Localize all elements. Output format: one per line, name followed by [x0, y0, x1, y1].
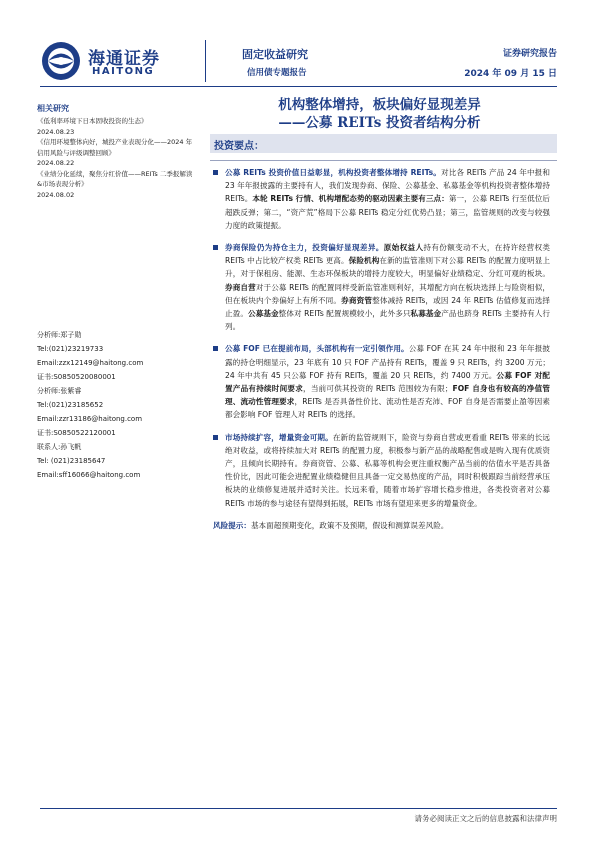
body-text: 整体减持 REITs，或因 24 年 REITs 估值修复而选择止盈。: [225, 295, 550, 319]
bullet-icon: [213, 435, 218, 440]
related-item[interactable]: [37, 169, 197, 201]
related-date: 2024.08.02: [37, 190, 75, 199]
analyst-line: 分析师:郑子勋: [37, 331, 82, 339]
key-points-label: 投资要点：: [214, 141, 264, 152]
analyst-line: 证书:S0850520080001: [37, 373, 116, 381]
analyst-line: 分析师:张紫睿: [37, 387, 82, 395]
analyst-line: 证书:S0850522120001: [37, 429, 116, 437]
analyst-line: Tel:(021)23185652: [37, 401, 104, 409]
related-title: 《业绩分化延续，聚焦分红价值——REITs 二季报解读&市场表现分析》: [37, 169, 193, 188]
report-title: 机构整体增持，板块偏好显现差异: [278, 97, 481, 113]
body-text: ，当前可供其投资的 REITs 范围较为有限；: [303, 384, 453, 394]
analyst-line: Tel: (021)23185647: [37, 457, 106, 465]
related-title: 《低利率环境下日本固收投资的生态》: [37, 117, 148, 125]
emphasis-text: 公募 REITs 投资价值日益彰显，机构投资者整体增持 REITs。: [225, 168, 442, 177]
body-text: 持有份额变动不大，在持许经营权类 REITs 中占比较产权类 REITs 更高。: [225, 243, 551, 266]
logo-cn-text: 海通证券: [88, 49, 160, 69]
footer-rule: [40, 808, 557, 809]
related-date: 2024.08.23: [37, 127, 75, 136]
report-subtitle: ——公募 REITs 投资者结构分析: [278, 115, 481, 131]
analyst-contacts: [37, 328, 197, 482]
emphasis-text: 公募 FOF 已在提前布局，头部机构有一定引领作用。: [225, 344, 409, 354]
doc-type: 证券研究报告: [502, 49, 557, 59]
body-text: 在新的监管规则下，险资与券商自营或更看重 REITs 带来的长远绝对收益，或将持续加大对 REITs 的配置力度，积极参与新产品的战略配售或是购入现有优质资产，且倾向长期持有。券商资管、公募、私募等机构会更注重权衡产品当前的估值水平是否具备性价比，因此可能会进配置业绩稳健但且具备一定交易热度的产品，同时积极跟踪当前经营承压板块的业绩修复进展并适时关注。长远来看，随着市场扩容增长稳步推进，各类投资者对公募 REITs 市场的参与途径有望得到拓展，REITs 市场有望迎来更多的增量资金。: [225, 432, 550, 508]
bullet-icon: [213, 245, 218, 250]
emphasis-text: 原始权益人: [383, 243, 424, 253]
body-text: ，REITs 是否具备性价比、流动性是否充沛、FOF 自身是否需要止盈等因素都会影响 FOF 管理人对 REITs 的选择。: [225, 397, 550, 420]
emphasis-text: 券商资管: [341, 295, 373, 305]
haitong-logo-icon: [40, 40, 82, 82]
report-subcategory: 信用债专题报告: [247, 68, 307, 78]
emphasis-text: 私募基金: [410, 309, 442, 319]
emphasis-text: 券商自营: [225, 282, 256, 292]
related-title: 《信用环境整体向好，城投产业表现分化——2024 年信用风险与评级调整回顾》: [37, 138, 193, 157]
related-date: 2024.08.22: [37, 159, 75, 167]
related-item[interactable]: [37, 137, 197, 169]
footer-disclaimer: 请务必阅读正文之后的信息披露和法律声明: [414, 814, 557, 823]
bullet-icon: [213, 346, 218, 351]
key-point-paragraph: [213, 431, 550, 510]
body-text: 在新的监管准则下对公募 REITs 的配置力度明显上升，对于保租房、能源、生态环保板块的增持力度较大，明显偏好业绩稳定、分红可观的板块。: [225, 256, 551, 279]
key-points-rule: [210, 160, 557, 161]
report-category: 固定收益研究: [242, 48, 308, 61]
risk-warning: [213, 519, 550, 532]
analyst-line: 联系人:孙飞帆: [37, 443, 82, 451]
emphasis-text: 公募 FOF 对配置产品有持续时间要求: [225, 370, 550, 394]
body-text: 第一，公募 REITs 行至低位后超跌反弹；第二，“资产荒”格局下公募 REITs 稳定分红优势凸显；第三，监管规则的改变与较强力度的政策提振。: [225, 194, 550, 230]
key-point-paragraph: [213, 241, 550, 333]
emphasis-text: FOF 自身也有较高的净值管理、流动性管理要求: [225, 384, 550, 407]
key-point-paragraph: [213, 166, 550, 232]
body-text: 产品也跻身 REITs 主要持有人行列。: [225, 309, 551, 332]
key-point-paragraph: [213, 342, 550, 421]
body-text: 对比各 REITs 产品 24 年中报和 23 年年报披露的主要持有人，我们发现券商、保险、公募基金、私募基金等机构投资者整体增持 REITs。: [225, 168, 551, 204]
body-text: 公募 FOF 在其 24 年中报和 23 年年报披露的持仓明细显示，23 年底有 10 只 FOF 产品持有 REITs，覆盖 9 只 REITs，约 3200 万元；24 年中共有 45 只公募 FOF 持有 REITs，覆盖 20 只 REITs，约 7400 万元。: [225, 344, 550, 380]
body-text: 对于公募 REITs 的配置同样受新监管准则利好，其增配方向在板块选择上与险资相似，但在板块内个券偏好上有所不同。: [225, 282, 550, 305]
analyst-email[interactable]: Email:sff16066@haitong.com: [37, 471, 141, 479]
emphasis-text: 市场持续扩容，增量资金可期。: [225, 432, 333, 442]
report-date: 2024 年 09 月 15 日: [464, 69, 557, 79]
related-research-heading: 相关研究: [37, 104, 69, 113]
analyst-email[interactable]: Email:zzr13186@haitong.com: [37, 415, 143, 423]
analyst-email[interactable]: Email:zzx12149@haitong.com: [37, 359, 144, 367]
key-points-body: [213, 166, 550, 532]
related-research-list: [37, 116, 197, 200]
analyst-line: Tel:(021)23219733: [37, 345, 104, 353]
emphasis-text: 本轮 REITs 行情、机构增配态势的驱动因素主要有三点：: [252, 194, 449, 204]
logo-en-text: HAITONG: [92, 66, 155, 77]
risk-label: 风险提示：: [213, 520, 251, 530]
emphasis-text: 券商保险仍为持仓主力，投资偏好显现差异。: [225, 243, 384, 253]
header-divider: [205, 40, 206, 82]
related-item[interactable]: [37, 116, 197, 137]
risk-text: 基本面超预期变化，政策不及预期，假设和测算误差风险。: [250, 520, 449, 530]
bullet-icon: [213, 170, 218, 175]
emphasis-text: 保险机构: [348, 256, 380, 266]
body-text: 整体对 REITs 配置规模较小，此外多只: [278, 309, 411, 319]
emphasis-text: 公募基金: [248, 309, 279, 319]
header-rule: [40, 86, 557, 87]
